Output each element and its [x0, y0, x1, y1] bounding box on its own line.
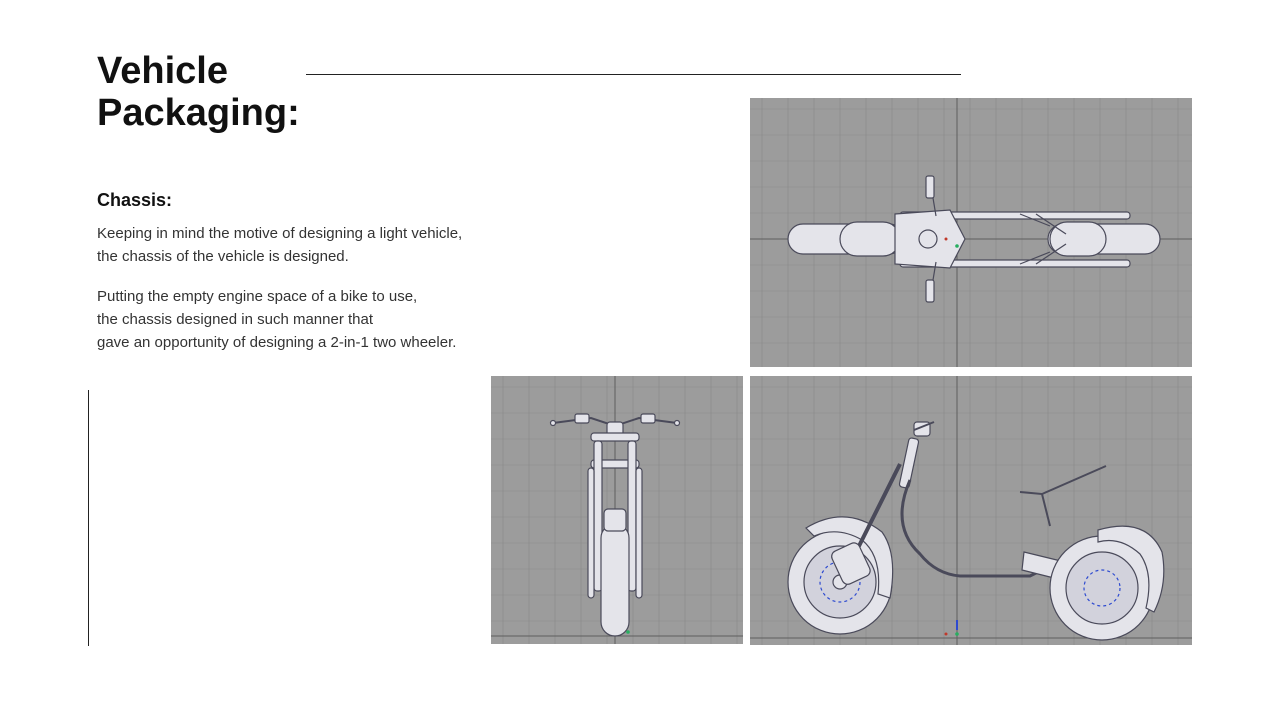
paragraph1-line-1: Keeping in mind the motive of designing a light vehicle, — [97, 225, 463, 242]
paragraph2-line-1: Putting the empty engine space of a bike to use, — [97, 288, 418, 305]
paragraph1-line-2: the chassis of the vehicle is designed. — [97, 248, 349, 265]
slide-title — [97, 50, 300, 134]
paragraph2-line-3: gave an opportunity of designing a 2-in-1 two wheeler. — [97, 334, 457, 351]
top-view-image — [750, 98, 1192, 367]
title-divider-line — [306, 74, 961, 75]
side-view-image — [750, 376, 1192, 645]
left-accent-line — [88, 390, 89, 646]
paragraph-engine-space — [97, 285, 497, 354]
paragraph-light-vehicle — [97, 222, 497, 268]
front-view-image — [491, 376, 743, 644]
title-line-1: Vehicle — [97, 50, 228, 92]
title-line-2: Packaging: — [97, 92, 300, 134]
paragraph2-line-2: the chassis designed in such manner that — [97, 311, 373, 328]
chassis-heading: Chassis: — [97, 190, 173, 210]
